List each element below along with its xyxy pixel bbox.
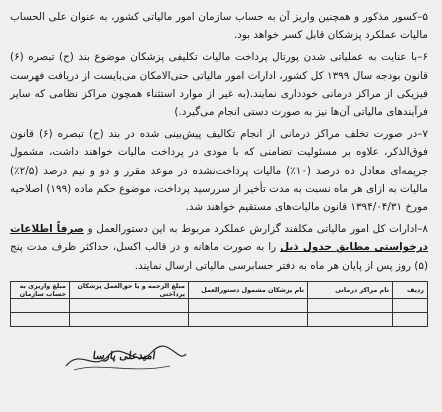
table-cell	[189, 298, 308, 312]
table-header-row	[11, 281, 428, 298]
paragraph-5: ۵–کسور مذکور و همچنین واریز آن به حساب سازمان امور مالیاتی کشور، به عنوان علی الحساب مالیات عملکرد پزشکان قابل کسر خواهد بود.	[10, 11, 428, 42]
table-cell	[393, 298, 428, 312]
paragraph-6: ۶–با عنایت به عملیاتی شدن پورتال پرداخت مالیات تکلیفی پزشکان موضوع بند (ح) تبصره (۶) قانون بودجه سال ۱۳۹۹ کل کشور، ادارات امور مالیاتی حتی‌الامکان می‌بایست از دریافت فهرست فیزیکی از مراکز درمانی خودداری نمایند.(به غیر از موارد استثناء همچون مراکز نظامی که سایر فرآیندهای مالیاتی آن‌ها نیز به صورت دستی انجام می‌گیرد.)	[10, 51, 429, 119]
table-cell	[70, 298, 189, 312]
header-fee-amount: مبلغ الزحمه و یا حق‌العمل پزشکان پرداختی	[70, 281, 189, 298]
table-cell	[70, 312, 189, 326]
paragraph-8-underlined: صرفاً اطلاعات درخواستی مطابق جدول ذیل	[10, 223, 429, 254]
header-doctor-names: نام پزشکان مشمول دستورالعمل	[189, 281, 308, 298]
header-row-number: ردیف	[393, 281, 428, 298]
table-cell	[393, 312, 428, 326]
paragraph-8-end: را به صورت ماهانه و در قالب اکسل، حداکثر ظرف مدت پنج (۵) روز پس از پایان هر ماه به دفتر حسابرسی مالیاتی ارسال نمایند.	[10, 241, 428, 272]
table-cell	[308, 312, 393, 326]
signature-block	[64, 350, 184, 362]
table-cell	[11, 312, 70, 326]
table-cell	[308, 298, 393, 312]
paragraph-8-start: ۸–ادارات کل امور مالیاتی مکلفند گزارش عملکرد مربوط به این دستورالعمل و	[83, 223, 428, 236]
table-cell	[189, 312, 308, 326]
table-row	[11, 298, 428, 312]
table-row	[11, 312, 428, 326]
paragraph-7: ۷–در صورت تخلف مراکز درمانی از انجام تکالیف پیش‌بینی شده در بند (ح) تبصره (۶) قانون فوق‌الذکر، علاوه بر مسئولیت تضامنی که با مودی در پرداخت مالیات خواهند داشت، مشمول جریمه‌ای معادل ده درصد (۱۰٪) مالیات پرداخت‌نشده در موعد مقرر و دو و نیم درصد (۲/۵٪) مالیات به ازای هر ماه نسبت به مدت تأخیر از سررسید پرداخت، موضوع حکم ماده (۱۹۹) اصلاحیه مورخ ۱۳۹۴/۰۴/۳۱ قانون مالیات‌های مستقیم خواهند شد.	[10, 128, 428, 214]
report-table	[10, 281, 428, 327]
table-cell	[11, 298, 70, 312]
header-center-name: نام مراکز درمانی	[308, 281, 393, 298]
signature-name: امیدعلی پارسا	[91, 350, 157, 362]
paragraph-8	[10, 220, 428, 275]
header-deposit-amount: مبلغ واریزی به حساب سازمان	[11, 281, 70, 298]
